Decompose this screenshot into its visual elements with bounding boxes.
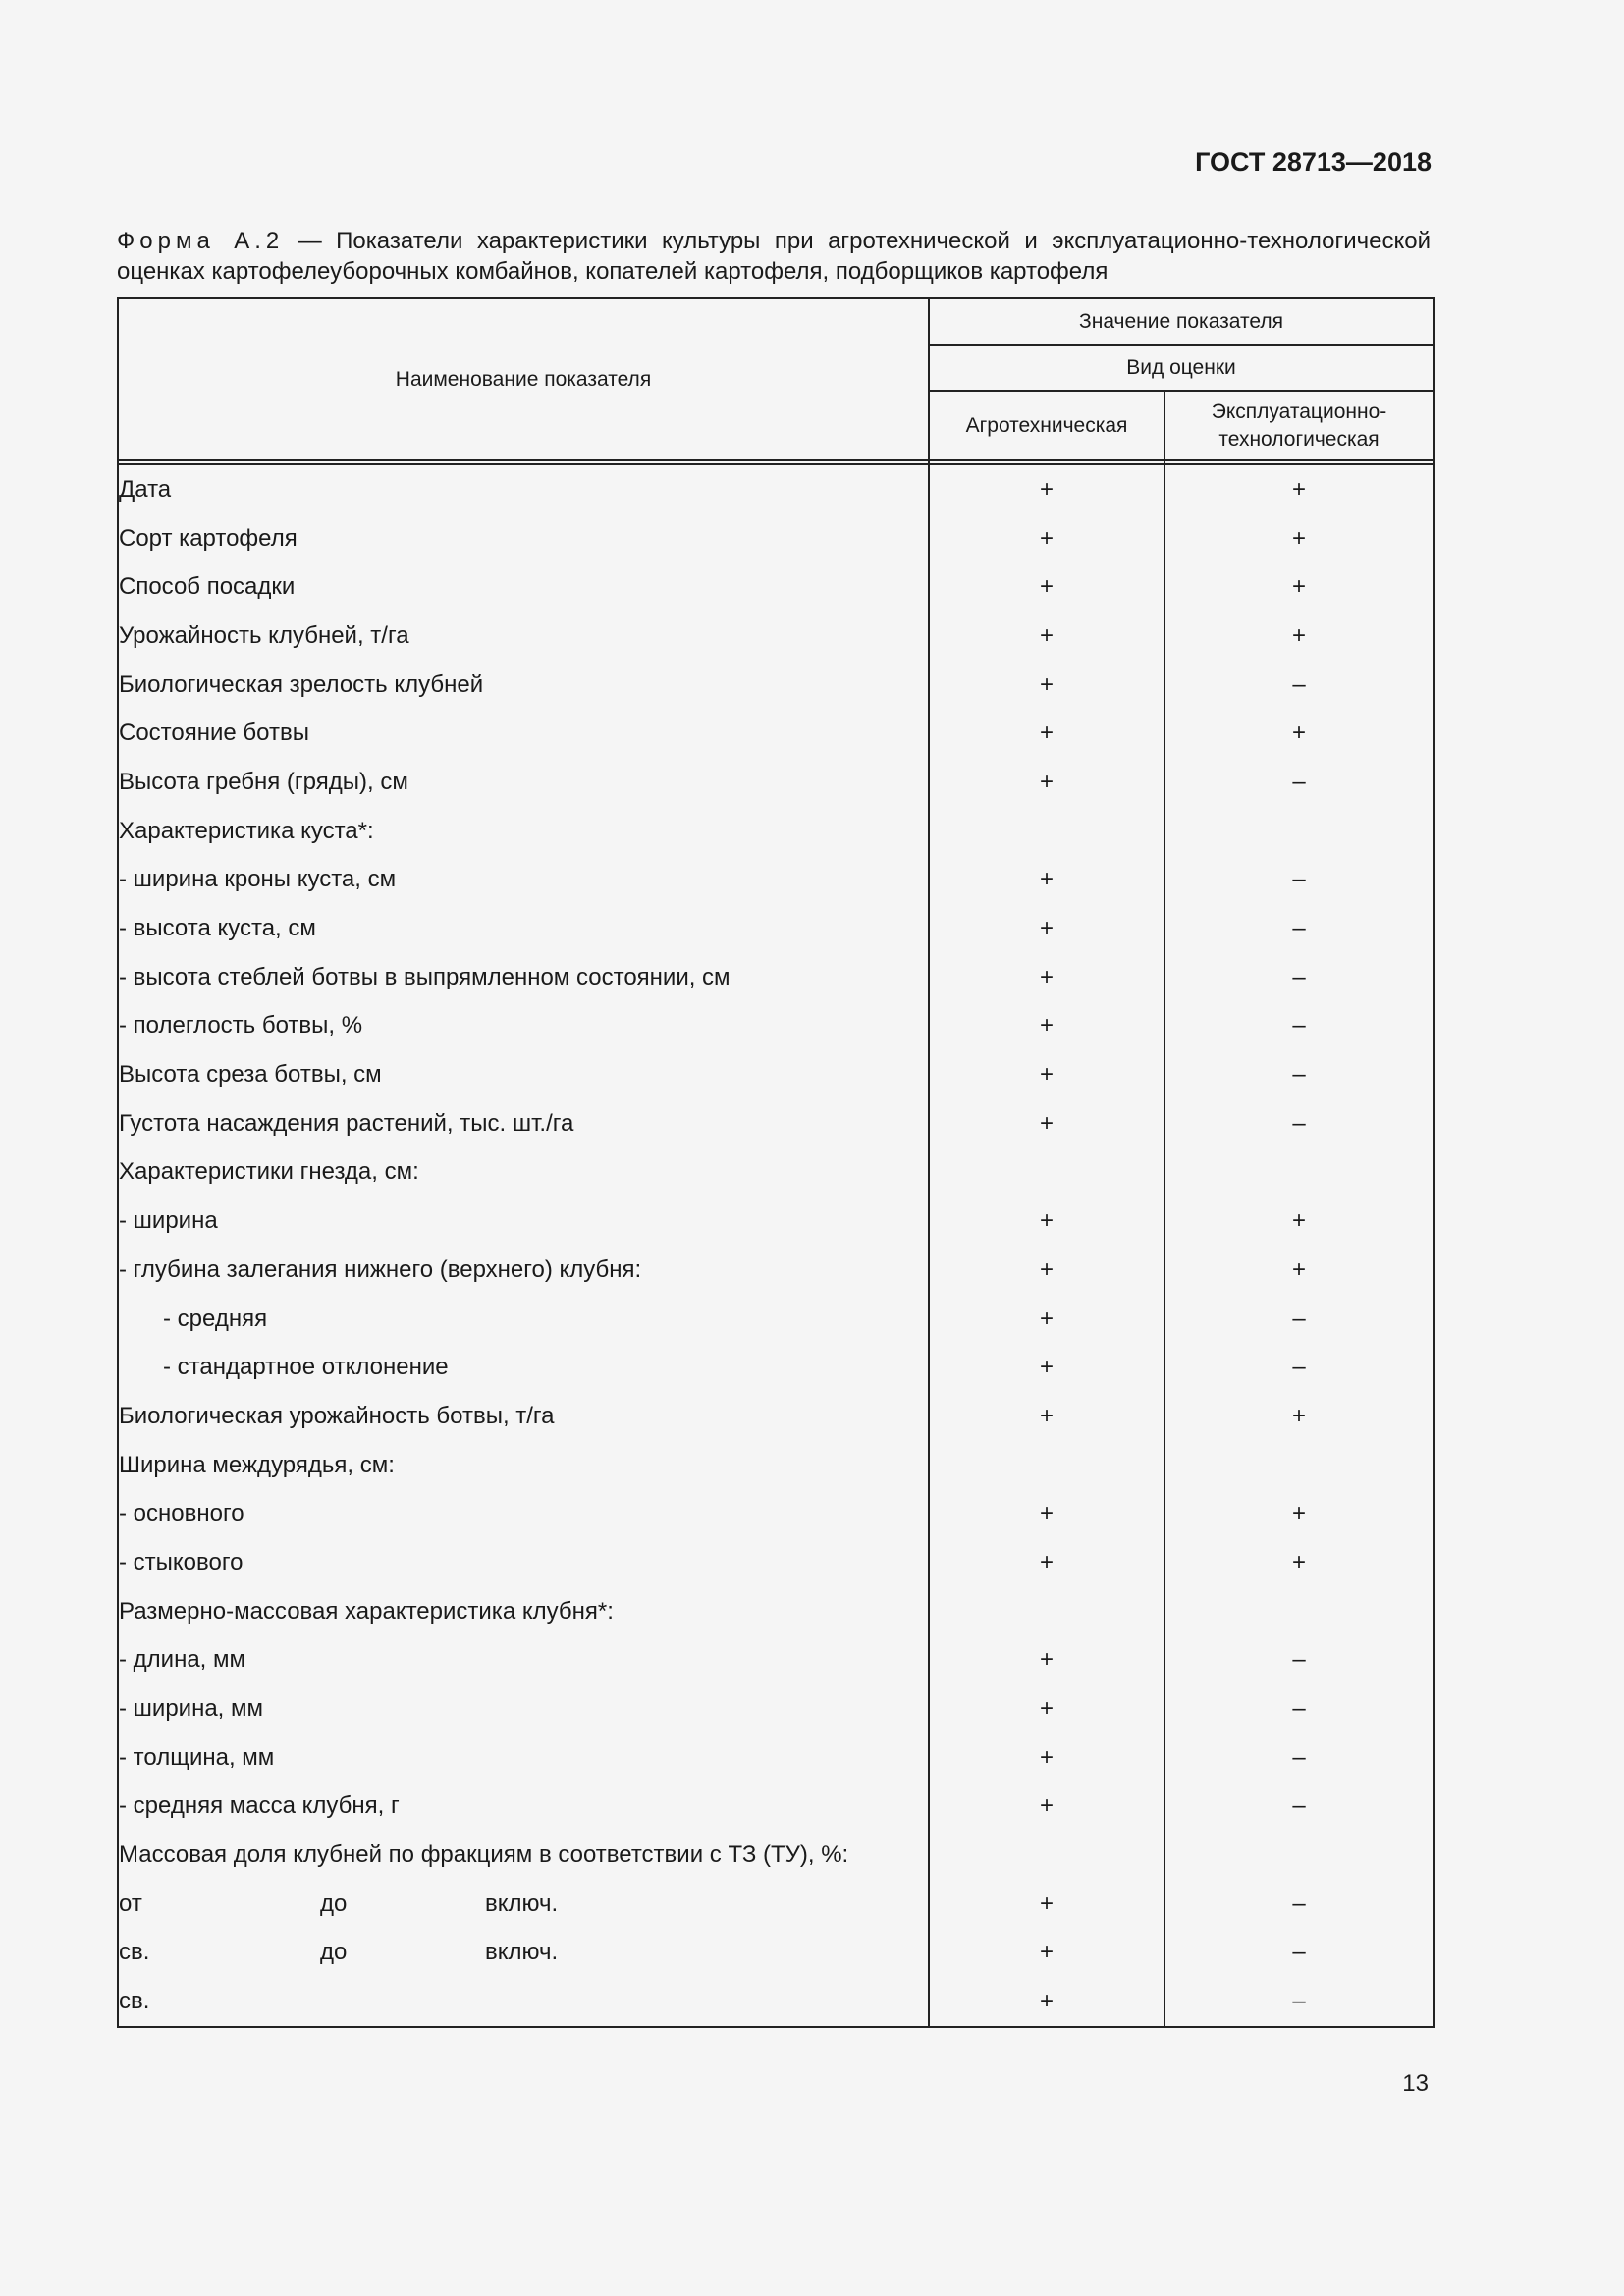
indicator-name: Характеристика куста*: [118,807,929,856]
agro-mark: + [929,464,1164,514]
agro-mark: + [929,514,1164,563]
indicator-name: Состояние ботвы [118,709,929,758]
table-row [118,1587,1434,1636]
indicator-name: - высота куста, см [118,904,929,953]
table-row [118,758,1434,807]
indicators-table [117,297,1435,2028]
table-row [118,1489,1434,1538]
indicator-name: - основного [118,1489,929,1538]
agro-mark [929,1148,1164,1198]
indicator-name: - ширина, мм [118,1684,929,1734]
expl-mark: + [1164,1489,1434,1538]
agro-mark: + [929,562,1164,612]
table-row [118,1392,1434,1441]
table-row [118,1929,1434,1978]
column-header-value: Значение показателя [929,298,1434,345]
expl-mark: + [1164,514,1434,563]
table-row [118,1197,1434,1246]
agro-mark: + [929,1880,1164,1929]
expl-mark: – [1164,1099,1434,1148]
table-row [118,1343,1434,1392]
expl-mark: – [1164,1684,1434,1734]
indicator-name: Дата [118,464,929,514]
table-row [118,1783,1434,1832]
indicator-name [118,1929,929,1978]
indicator-name: Сорт картофеля [118,514,929,563]
standard-code: ГОСТ 28713—2018 [1195,147,1432,177]
indicator-name [118,1880,929,1929]
expl-mark: – [1164,1783,1434,1832]
expl-mark: – [1164,1343,1434,1392]
table-row [118,1148,1434,1198]
expl-mark: – [1164,1295,1434,1344]
agro-mark [929,1831,1164,1880]
expl-mark: – [1164,856,1434,905]
indicator-name: Характеристики гнезда, см: [118,1148,929,1198]
form-label: Форма А.2 [117,228,285,254]
indicator-name: Способ посадки [118,562,929,612]
indicator-name: Густота насаждения растений, тыс. шт./га [118,1099,929,1148]
agro-mark: + [929,1538,1164,1587]
agro-mark: + [929,953,1164,1002]
agro-mark: + [929,1977,1164,2027]
table-row [118,1002,1434,1051]
agro-mark: + [929,661,1164,710]
agro-mark [929,1441,1164,1490]
indicator-name: - глубина залегания нижнего (верхнего) клубня: [118,1246,929,1295]
table-row [118,709,1434,758]
indicator-name: - стыкового [118,1538,929,1587]
table-row [118,612,1434,661]
expl-mark [1164,807,1434,856]
table-row [118,514,1434,563]
table-row [118,953,1434,1002]
table-row [118,1831,1434,1880]
indicator-name [118,1977,929,2027]
indicator-name: - толщина, мм [118,1734,929,1783]
column-header-name: Наименование показателя [118,298,929,460]
indicator-name: Биологическая зрелость клубней [118,661,929,710]
expl-mark [1164,1831,1434,1880]
agro-mark: + [929,1929,1164,1978]
agro-mark: + [929,1002,1164,1051]
expl-mark [1164,1587,1434,1636]
table-row [118,807,1434,856]
fraction-part-c: включ. [485,1939,559,1966]
indicator-name: - ширина [118,1197,929,1246]
indicator-name: - длина, мм [118,1636,929,1685]
table-row [118,1295,1434,1344]
expl-mark: – [1164,1636,1434,1685]
agro-mark: + [929,1295,1164,1344]
form-caption-text: — Показатели характеристики культуры при агротехнической и эксплуатационно-технологической оценках картофелеуборочных комбайнов, копателей картофеля, подборщиков картофеля [117,228,1431,285]
indicator-name: - средняя масса клубня, г [118,1783,929,1832]
agro-mark: + [929,1392,1164,1441]
indicator-name: Массовая доля клубней по фракциям в соответствии с ТЗ (ТУ), %: [118,1831,929,1880]
expl-mark: + [1164,464,1434,514]
table-row [118,1880,1434,1929]
indicator-name: - полеглость ботвы, % [118,1002,929,1051]
expl-mark: + [1164,1538,1434,1587]
table-row [118,661,1434,710]
indicator-name: Высота гребня (гряды), см [118,758,929,807]
agro-mark: + [929,1636,1164,1685]
agro-mark: + [929,856,1164,905]
column-header-expl: Эксплуатационно-технологическая [1164,391,1434,460]
table-row [118,1636,1434,1685]
table-row [118,1977,1434,2027]
expl-mark: + [1164,612,1434,661]
agro-mark: + [929,1197,1164,1246]
fraction-part-b: до [320,1890,348,1917]
indicator-name: - высота стеблей ботвы в выпрямленном состоянии, см [118,953,929,1002]
agro-mark [929,807,1164,856]
table-row [118,856,1434,905]
table-row [118,1684,1434,1734]
form-caption [117,226,1431,287]
expl-mark: – [1164,1929,1434,1978]
indicator-name: - ширина кроны куста, см [118,856,929,905]
fraction-part-b: до [320,1939,348,1966]
expl-mark: – [1164,904,1434,953]
indicator-name: Урожайность клубней, т/га [118,612,929,661]
agro-mark: + [929,1734,1164,1783]
expl-mark: + [1164,1197,1434,1246]
agro-mark: + [929,1050,1164,1099]
fraction-part-c: включ. [485,1890,559,1917]
agro-mark: + [929,758,1164,807]
table-row [118,904,1434,953]
indicator-name: Размерно-массовая характеристика клубня*: [118,1587,929,1636]
expl-mark: – [1164,1880,1434,1929]
agro-mark: + [929,612,1164,661]
agro-mark: + [929,1783,1164,1832]
expl-mark: – [1164,1050,1434,1099]
table-row [118,562,1434,612]
expl-mark [1164,1441,1434,1490]
table-row [118,464,1434,514]
expl-mark: + [1164,1392,1434,1441]
expl-mark: + [1164,1246,1434,1295]
column-header-kind: Вид оценки [929,345,1434,391]
expl-mark: – [1164,758,1434,807]
fraction-part-a: от [119,1890,142,1917]
table-row [118,1246,1434,1295]
expl-mark: + [1164,709,1434,758]
indicator-name: Биологическая урожайность ботвы, т/га [118,1392,929,1441]
expl-mark: + [1164,562,1434,612]
agro-mark: + [929,1489,1164,1538]
agro-mark [929,1587,1164,1636]
column-header-agro: Агротехническая [929,391,1164,460]
expl-mark: – [1164,1734,1434,1783]
page-number: 13 [1402,2070,1429,2097]
table-row [118,1099,1434,1148]
agro-mark: + [929,709,1164,758]
agro-mark: + [929,1684,1164,1734]
expl-mark: – [1164,661,1434,710]
fraction-part-a: св. [119,1939,150,1966]
indicator-name: Ширина междурядья, см: [118,1441,929,1490]
expl-mark [1164,1148,1434,1198]
expl-mark: – [1164,1977,1434,2027]
table-row [118,1734,1434,1783]
indicator-name: - стандартное отклонение [118,1343,929,1392]
agro-mark: + [929,1246,1164,1295]
expl-mark: – [1164,953,1434,1002]
table-row [118,1050,1434,1099]
fraction-part-a: св. [119,1988,150,2015]
agro-mark: + [929,1099,1164,1148]
agro-mark: + [929,904,1164,953]
expl-mark: – [1164,1002,1434,1051]
agro-mark: + [929,1343,1164,1392]
indicator-name: Высота среза ботвы, см [118,1050,929,1099]
table-row [118,1441,1434,1490]
indicator-name: - средняя [118,1295,929,1344]
table-row [118,1538,1434,1587]
